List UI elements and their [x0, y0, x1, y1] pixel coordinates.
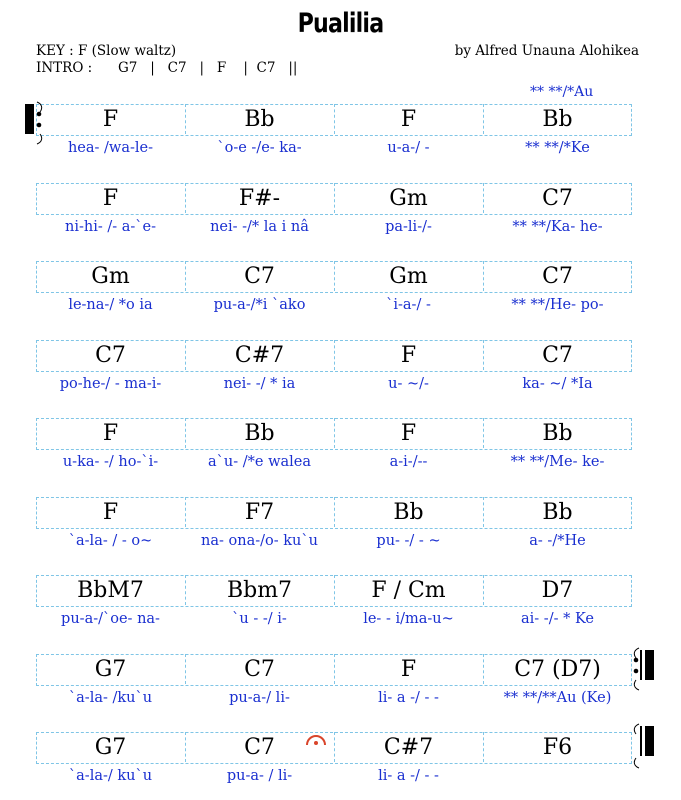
lyric-text: le- - i/ma-u~ — [363, 611, 454, 627]
lyric-text: `u - -/ i- — [232, 611, 287, 627]
chord-row — [36, 104, 632, 164]
lyric-text: li- a -/ - - — [378, 689, 439, 706]
key-line: KEY : F (Slow waltz) — [36, 43, 177, 59]
lyric-text: ka- ~/ *Ia — [522, 375, 593, 392]
lyric-text: pu-a-/ li- — [229, 689, 290, 706]
lyric-text: `o-e -/e- ka- — [217, 140, 302, 156]
chord-symbol: F — [400, 107, 417, 132]
chord-symbol: F — [102, 107, 119, 132]
chord-symbol: Bb — [542, 421, 573, 446]
lyric-text: u-a-/ - — [387, 140, 430, 156]
lyric-text: ** **/Me- ke- — [510, 454, 605, 470]
chord-symbol: F#- — [238, 185, 281, 211]
lyric-text: `a-la- /ku`u — [68, 689, 153, 706]
chord-row — [36, 732, 632, 792]
lyric-text: ** **/**Au (Ke) — [503, 689, 612, 706]
chord-symbol: BbM7 — [77, 578, 144, 603]
chord-symbol: Gm — [91, 264, 130, 289]
lyric-text: li- a -/ - - — [378, 768, 439, 784]
chord-row — [36, 261, 632, 321]
fermata-icon — [305, 733, 327, 747]
chord-symbol: Bbm7 — [226, 578, 293, 603]
lyric-text: `i-a-/ - — [386, 297, 431, 313]
chord-symbol: C7 — [542, 342, 573, 368]
chord-symbol: F — [400, 656, 417, 682]
lyric-text: ** **/*Ke — [525, 140, 590, 156]
chord-row — [36, 183, 632, 243]
chord-symbol: Bb — [393, 499, 424, 525]
lyric-text: u- ~/- — [388, 375, 429, 392]
chord-symbol: Bb — [244, 421, 275, 446]
chord-symbol: F / Cm — [371, 578, 446, 603]
final-barline-icon — [630, 722, 656, 772]
intro-sequence: G7 | C7 | F | C7 || — [117, 60, 298, 76]
chord-symbol: Gm — [389, 264, 428, 289]
chord-symbol: Bb — [244, 107, 275, 132]
intro-line — [36, 60, 297, 77]
chord-symbol: C7 — [244, 264, 275, 289]
chord-symbol: Bb — [542, 107, 573, 132]
lyric-text: `a-la-/ ku`u — [68, 768, 153, 784]
chord-symbol: C7 — [542, 185, 573, 211]
song-meta — [36, 43, 297, 77]
lyric-text: a`u- /*e walea — [208, 454, 311, 470]
lyric-text: pu-a-/`oe- na- — [61, 611, 160, 627]
chord-row — [36, 418, 632, 478]
lyric-text: a-i-/-- — [389, 454, 428, 470]
author-credit: by Alfred Unauna Alohikea — [454, 43, 639, 59]
chord-symbol: G7 — [94, 656, 127, 682]
lyric-text: po-he-/ - ma-i- — [59, 375, 162, 392]
lyric-text: `a-la- / - o~ — [68, 532, 153, 549]
chord-symbol: C7 — [244, 735, 275, 760]
chord-symbol: F — [400, 342, 417, 368]
chord-symbol: C7 (D7) — [514, 656, 601, 682]
chord-row — [36, 575, 632, 635]
lyric-text: ** **/Ka- he- — [512, 218, 603, 235]
lyric-text: pu- -/ - ~ — [376, 532, 441, 549]
chord-row — [36, 497, 632, 557]
lyric-text: pa-li-/- — [385, 218, 432, 235]
chord-symbol: F — [400, 421, 417, 446]
lyric-text: nei- -/* la i nâ — [210, 218, 309, 235]
song-title: Pualilia — [297, 8, 384, 39]
chord-symbol: D7 — [541, 578, 574, 603]
chord-symbol: F — [102, 185, 119, 211]
chord-row — [36, 340, 632, 400]
lyric-text: a- -/*He — [529, 532, 586, 549]
lyric-text: ai- -/- * Ke — [521, 611, 594, 627]
chord-symbol: C#7 — [234, 342, 285, 368]
chord-row — [36, 654, 632, 714]
chord-symbol: C#7 — [383, 735, 434, 760]
lyric-text: le-na-/ *o ia — [68, 297, 153, 313]
chord-symbol: F — [102, 499, 119, 525]
lyric-text: ni-hi- /- a-`e- — [64, 218, 157, 235]
lyric-text: pu-a- / li- — [226, 768, 293, 784]
intro-label: INTRO : — [36, 60, 93, 76]
lyric-text: ** **/He- po- — [511, 297, 604, 313]
lyric-text: hea- /wa-le- — [67, 140, 154, 156]
chord-symbol: Gm — [389, 185, 428, 211]
lyric-text: nei- -/ * ia — [223, 375, 296, 392]
pickup-lyric: ** **/*Au — [530, 84, 594, 100]
chord-symbol: F6 — [542, 735, 573, 760]
chord-symbol: C7 — [542, 264, 573, 289]
lyric-text: pu-a-/*i `ako — [213, 297, 306, 313]
lyric-text: na- ona-/o- ku`u — [201, 532, 318, 549]
repeat-start-icon — [24, 100, 46, 146]
lyric-text: u-ka- -/ ho-`i- — [62, 454, 159, 470]
chord-symbol: F — [102, 421, 119, 446]
chord-symbol: Bb — [542, 499, 573, 525]
chord-symbol: F7 — [244, 499, 275, 525]
repeat-end-icon — [630, 646, 656, 692]
chord-symbol: C7 — [244, 656, 275, 682]
chord-symbol: G7 — [94, 735, 127, 760]
chord-symbol: C7 — [95, 342, 126, 368]
